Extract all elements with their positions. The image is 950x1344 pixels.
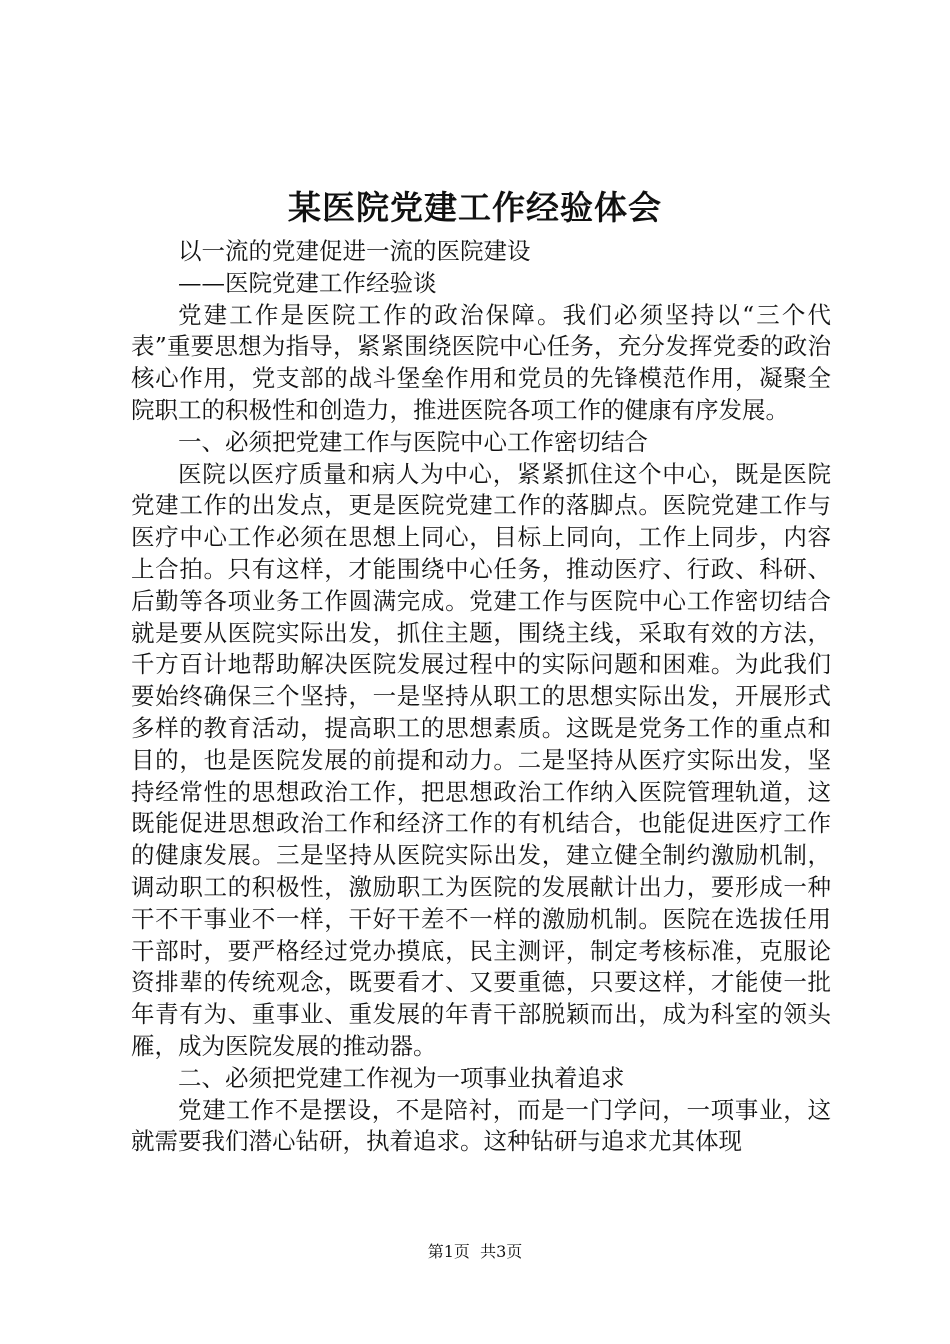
page-number: 第1页 — [427, 1242, 470, 1261]
page-footer — [0, 1240, 950, 1264]
page-total: 共3页 — [480, 1242, 523, 1261]
subtitle-subline: ——医院党建工作经验谈 — [178, 268, 437, 297]
subtitle-line: 以一流的党建促进一流的医院建设 — [178, 237, 531, 265]
document-body — [131, 236, 831, 1158]
intro-paragraph: 党建工作是医院工作的政治保障。我们必须坚持以“三个代表”重要思想为指导，紧紧围绕医院中心任务，充分发挥党委的政治核心作用，党支部的战斗堡垒作用和党员的先锋模范作用，凝聚全院职工的积极性和创造力，推进医院各项工作的健康有序发展。 — [131, 300, 831, 424]
document-title: 某医院党建工作经验体会 — [288, 188, 662, 227]
section-heading-1: 一、必须把党建工作与医院中心工作密切结合 — [178, 427, 648, 456]
section-1-paragraph: 医院以医疗质量和病人为中心，紧紧抓住这个中心，既是医院党建工作的出发点，更是医院党建工作的落脚点。医院党建工作与医疗中心工作必须在思想上同心，目标上同向，工作上同步，内容上合拍。只有这样，才能围绕中心任务，推动医疗、行政、科研、后勤等各项业务工作圆满完成。党建工作与医院中心工作密切结合就是要从医院实际出发，抓住主题，围绕主线，采取有效的方法，千方百计地帮助解决医院发展过程中的实际问题和困难。为此我们要始终确保三个坚持，一是坚持从职工的思想实际出发，开展形式多样的教育活动，提高职工的思想素质。这既是党务工作的重点和目的，也是医院发展的前提和动力。二是坚持从医疗实际出发，坚持经常性的思想政治工作，把思想政治工作纳入医院管理轨道，这既能促进思想政治工作和经济工作的有机结合，也能促进医疗工作的健康发展。三是坚持从医院实际出发，建立健全制约激励机制，调动职工的积极性，激励职工为医院的发展献计出力，要形成一种干不干事业不一样，干好干差不一样的激励机制。医院在选拔任用干部时，要严格经过党办摸底，民主测评，制定考核标准，克服论资排辈的传统观念，既要看才、又要重德，只要这样，才能使一批年青有为、重事业、重发展的年青干部脱颖而出，成为科室的领头雁，成为医院发展的推动器。 — [131, 459, 831, 1060]
section-2-paragraph: 党建工作不是摆设，不是陪衬，而是一门学问，一项事业，这就需要我们潜心钻研，执着追求。这种钻研与追求尤其体现 — [131, 1095, 831, 1156]
section-heading-2: 二、必须把党建工作视为一项事业执着追求 — [178, 1063, 625, 1092]
